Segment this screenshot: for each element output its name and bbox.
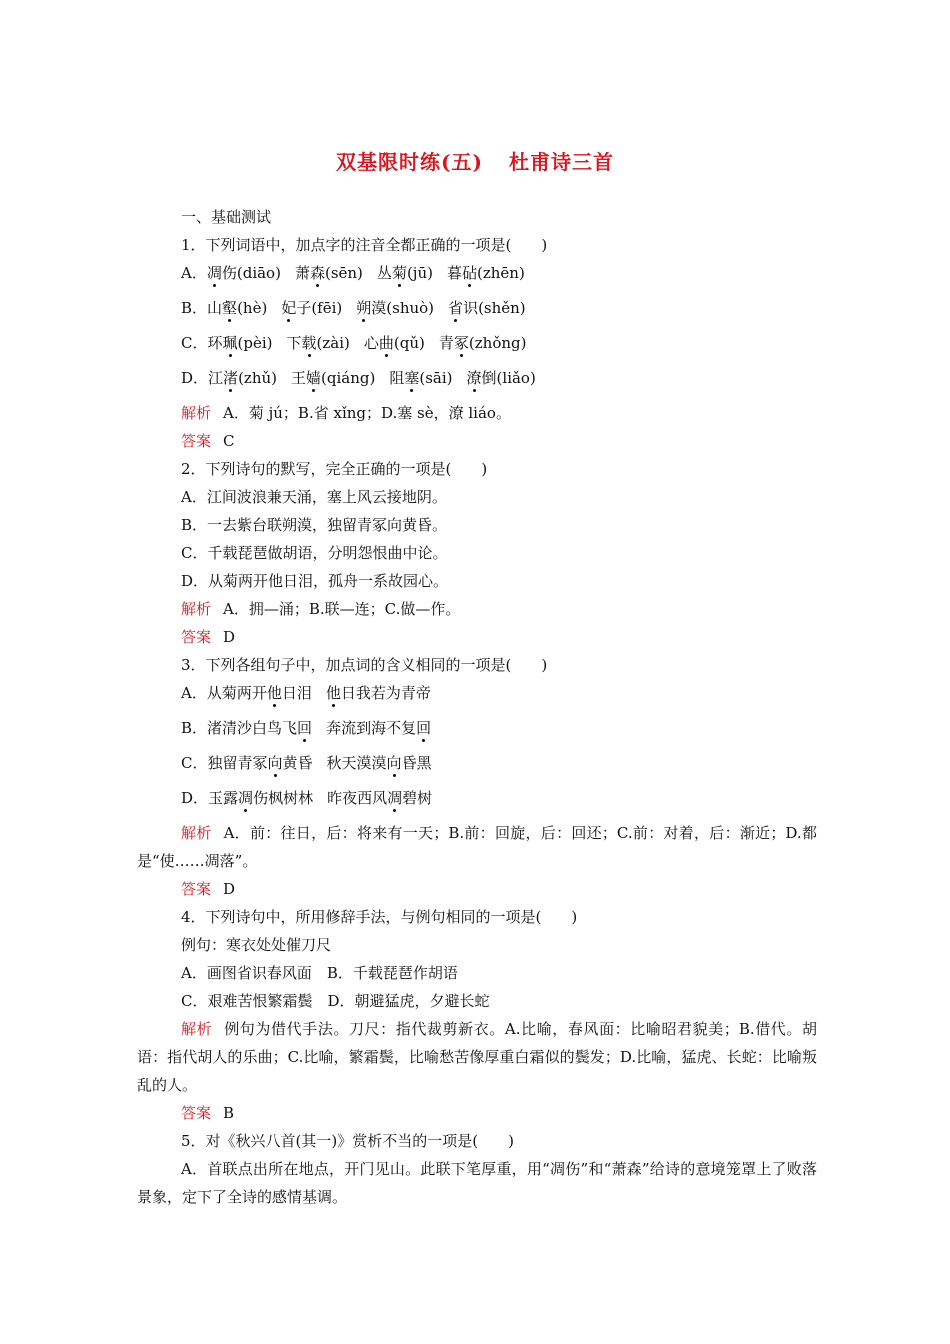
dotted-phrase xyxy=(295,264,363,282)
q4-stem: 4．下列诗句中，所用修辞手法，与例句相同的一项是( ) xyxy=(181,908,578,926)
q3-option-a xyxy=(137,679,817,714)
phrase-text: 日泪 xyxy=(281,684,312,702)
phrase-text: 心 xyxy=(363,334,379,352)
emphasis-char: 塞 xyxy=(404,369,420,387)
emphasis-char: 省 xyxy=(448,299,464,317)
phrase-text: 倒(liǎo) xyxy=(481,369,536,387)
q2-analysis: 解析 A．拥—涌；B.联—连；C.做—作。 xyxy=(181,600,461,618)
option-label: B． xyxy=(181,299,208,317)
phrase-text: (qiáng) xyxy=(321,369,376,387)
emphasis-char: 向 xyxy=(386,754,402,772)
q4-answer: 答案 B xyxy=(181,1104,235,1122)
q1-analysis: 解析 A．菊 jú；B.省 xǐng；D.塞 sè，潦 liáo。 xyxy=(181,404,511,422)
phrase-text: (sāi) xyxy=(419,369,453,387)
dotted-phrase xyxy=(207,719,312,737)
dotted-phrase xyxy=(356,299,434,317)
answer-label: 答案 xyxy=(181,432,212,450)
phrase-text: 萧 xyxy=(294,264,310,282)
q3-stem: 3．下列各组句子中，加点词的含义相同的一项是( ) xyxy=(181,656,548,674)
phrase-text: 阻 xyxy=(389,369,405,387)
title-part1: 双基限时练(五) xyxy=(336,150,483,174)
emphasis-char: 他 xyxy=(325,684,341,702)
content xyxy=(137,203,817,1211)
phrase-text: (hè) xyxy=(237,299,268,317)
dotted-phrase xyxy=(287,334,350,352)
dotted-phrase xyxy=(281,299,342,317)
dotted-phrase xyxy=(207,299,267,317)
emphasis-char: 凋 xyxy=(238,789,254,807)
option-label: D． xyxy=(181,369,209,387)
dotted-phrase xyxy=(207,684,312,702)
emphasis-char: 他 xyxy=(266,684,282,702)
dotted-phrase xyxy=(327,754,432,772)
option-label: A． xyxy=(181,264,207,282)
q4-options-cd: C．艰难苦恨繁霜鬓 D．朝避猛虎，夕避长蛇 xyxy=(181,992,490,1010)
phrase-text: 暮 xyxy=(446,264,462,282)
answer-label: 答案 xyxy=(181,1104,212,1122)
q1-stem: 1．下列词语中，加点字的注音全都正确的一项是( ) xyxy=(181,236,548,254)
dotted-phrase xyxy=(207,754,312,772)
phrase-text: 环 xyxy=(207,334,223,352)
phrase-text: 山 xyxy=(207,299,223,317)
q4-options-ab: A．画图省识春风面 B．千载琵琶作胡语 xyxy=(181,964,458,982)
dotted-phrase xyxy=(208,789,313,807)
q1-option-a xyxy=(137,259,817,294)
q4-example: 例句：寒衣处处催刀尺 xyxy=(181,936,332,954)
phrase-text: 独留青冢 xyxy=(207,754,268,772)
option-label: A． xyxy=(181,684,207,702)
section-heading: 一、基础测试 xyxy=(181,208,272,226)
phrase-text: 伤(diāo) xyxy=(221,264,281,282)
phrase-text: 王 xyxy=(291,369,307,387)
phrase-text: 昏黑 xyxy=(401,754,432,772)
phrase-text: 江 xyxy=(208,369,224,387)
emphasis-char: 曲 xyxy=(378,334,394,352)
q1-option-b xyxy=(137,294,817,329)
phrase-text: (zài) xyxy=(316,334,350,352)
phrase-text: 秋天漠漠 xyxy=(326,754,387,772)
phrase-text: 伤枫树林 xyxy=(253,789,314,807)
dotted-phrase xyxy=(377,264,433,282)
emphasis-char: 菊 xyxy=(391,264,407,282)
option-label: B． xyxy=(181,719,208,737)
emphasis-char: 渚 xyxy=(223,369,239,387)
q3-options xyxy=(137,679,817,819)
dotted-phrase xyxy=(326,684,431,702)
q3-analysis: 解析 A．前：往日，后：将来有一天；B.前：回旋，后：回还；C.前：对着，后：渐近；D.都是“使……凋落”。 xyxy=(137,824,817,870)
dotted-phrase xyxy=(291,369,375,387)
emphasis-char: 森 xyxy=(309,264,325,282)
analysis-label: 解析 xyxy=(181,1020,213,1038)
analysis-label: 解析 xyxy=(181,824,212,842)
phrase-text: 渚清沙白鸟飞 xyxy=(207,719,298,737)
phrase-text: 奔流到海不复 xyxy=(326,719,417,737)
q2-option-c: C．千载琵琶做胡语，分明怨恨曲中论。 xyxy=(181,544,448,562)
dotted-phrase xyxy=(208,369,277,387)
q3-option-b xyxy=(137,714,817,749)
option-label: D． xyxy=(181,789,209,807)
emphasis-char: 向 xyxy=(267,754,283,772)
emphasis-char: 潦 xyxy=(466,369,482,387)
dotted-phrase xyxy=(207,334,272,352)
dotted-phrase xyxy=(327,789,432,807)
emphasis-char: 凋 xyxy=(206,264,222,282)
emphasis-char: 回 xyxy=(297,719,313,737)
emphasis-char: 珮 xyxy=(222,334,238,352)
emphasis-char: 嫱 xyxy=(306,369,322,387)
answer-label: 答案 xyxy=(181,880,212,898)
emphasis-char: 回 xyxy=(416,719,432,737)
q2-option-d: D．从菊两开他日泪，孤舟一系故园心。 xyxy=(181,572,449,590)
emphasis-char: 砧 xyxy=(461,264,477,282)
q2-answer: 答案 D xyxy=(181,628,236,646)
phrase-text: 下 xyxy=(286,334,302,352)
emphasis-char: 壑 xyxy=(222,299,238,317)
title-part2: 杜甫诗三首 xyxy=(508,150,614,174)
emphasis-char: 凋 xyxy=(387,789,403,807)
phrase-text: (zhēn) xyxy=(477,264,525,282)
q1-options xyxy=(137,259,817,399)
q5-option-a: A．首联点出所在地点，开门见山。此联下笔厚重，用“凋伤”和“萧森”给诗的意境笼罩上了败落景象，定下了全诗的感情基调。 xyxy=(137,1160,817,1206)
q3-option-d xyxy=(137,784,817,819)
phrase-text: (zhǒng) xyxy=(468,334,527,352)
dotted-phrase xyxy=(389,369,452,387)
emphasis-char: 朔 xyxy=(356,299,372,317)
q4-analysis: 解析 例句为借代手法。刀尺：指代裁剪新衣。A.比喻，春风面：比喻昭君貌美；B.借代。胡语：指代胡人的乐曲；C.比喻，繁霜鬓，比喻愁苦像厚重白霜似的鬓发；D.比喻，猛虎、长蛇：比喻叛乱的人。 xyxy=(137,1020,817,1094)
phrase-text: 漠(shuò) xyxy=(371,299,435,317)
phrase-text: (zhǔ) xyxy=(238,369,277,387)
analysis-label: 解析 xyxy=(181,404,212,422)
option-label: C． xyxy=(181,754,208,772)
answer-label: 答案 xyxy=(181,628,212,646)
phrase-text: (pèi) xyxy=(237,334,273,352)
phrase-text: (sēn) xyxy=(324,264,363,282)
analysis-label: 解析 xyxy=(181,600,212,618)
phrase-text: 识(shěn) xyxy=(463,299,526,317)
emphasis-char: 妃 xyxy=(281,299,297,317)
dotted-phrase xyxy=(207,264,281,282)
phrase-text: 碧树 xyxy=(402,789,433,807)
option-label: C． xyxy=(181,334,208,352)
dotted-phrase xyxy=(364,334,425,352)
dotted-phrase xyxy=(439,334,527,352)
q2-stem: 2．下列诗句的默写，完全正确的一项是( ) xyxy=(181,460,488,478)
page-title xyxy=(0,146,950,175)
q2-option-a: A．江间波浪兼天涌，塞上风云接地阴。 xyxy=(181,488,447,506)
phrase-text: 玉露 xyxy=(208,789,239,807)
emphasis-char: 冢 xyxy=(453,334,469,352)
phrase-text: (qǔ) xyxy=(393,334,425,352)
q2-option-b: B．一去紫台联朔漠，独留青冢向黄昏。 xyxy=(181,516,448,534)
phrase-text: 从菊两开 xyxy=(206,684,267,702)
phrase-text: 昨夜西风 xyxy=(327,789,388,807)
dotted-phrase xyxy=(326,719,431,737)
phrase-text: (jū) xyxy=(406,264,433,282)
phrase-text: 日我若为青帝 xyxy=(340,684,431,702)
phrase-text: 黄昏 xyxy=(282,754,313,772)
q5-stem: 5．对《秋兴八首(其一)》赏析不当的一项是( ) xyxy=(181,1132,514,1150)
q1-option-c xyxy=(137,329,817,364)
emphasis-char: 载 xyxy=(301,334,317,352)
phrase-text: 丛 xyxy=(376,264,392,282)
q1-answer: 答案 C xyxy=(181,432,235,450)
phrase-text: 子(fēi) xyxy=(296,299,343,317)
dotted-phrase xyxy=(467,369,536,387)
dotted-phrase xyxy=(448,299,526,317)
q1-option-d xyxy=(137,364,817,399)
q3-option-c xyxy=(137,749,817,784)
phrase-text: 青 xyxy=(438,334,454,352)
dotted-phrase xyxy=(447,264,525,282)
q3-answer: 答案 D xyxy=(181,880,236,898)
